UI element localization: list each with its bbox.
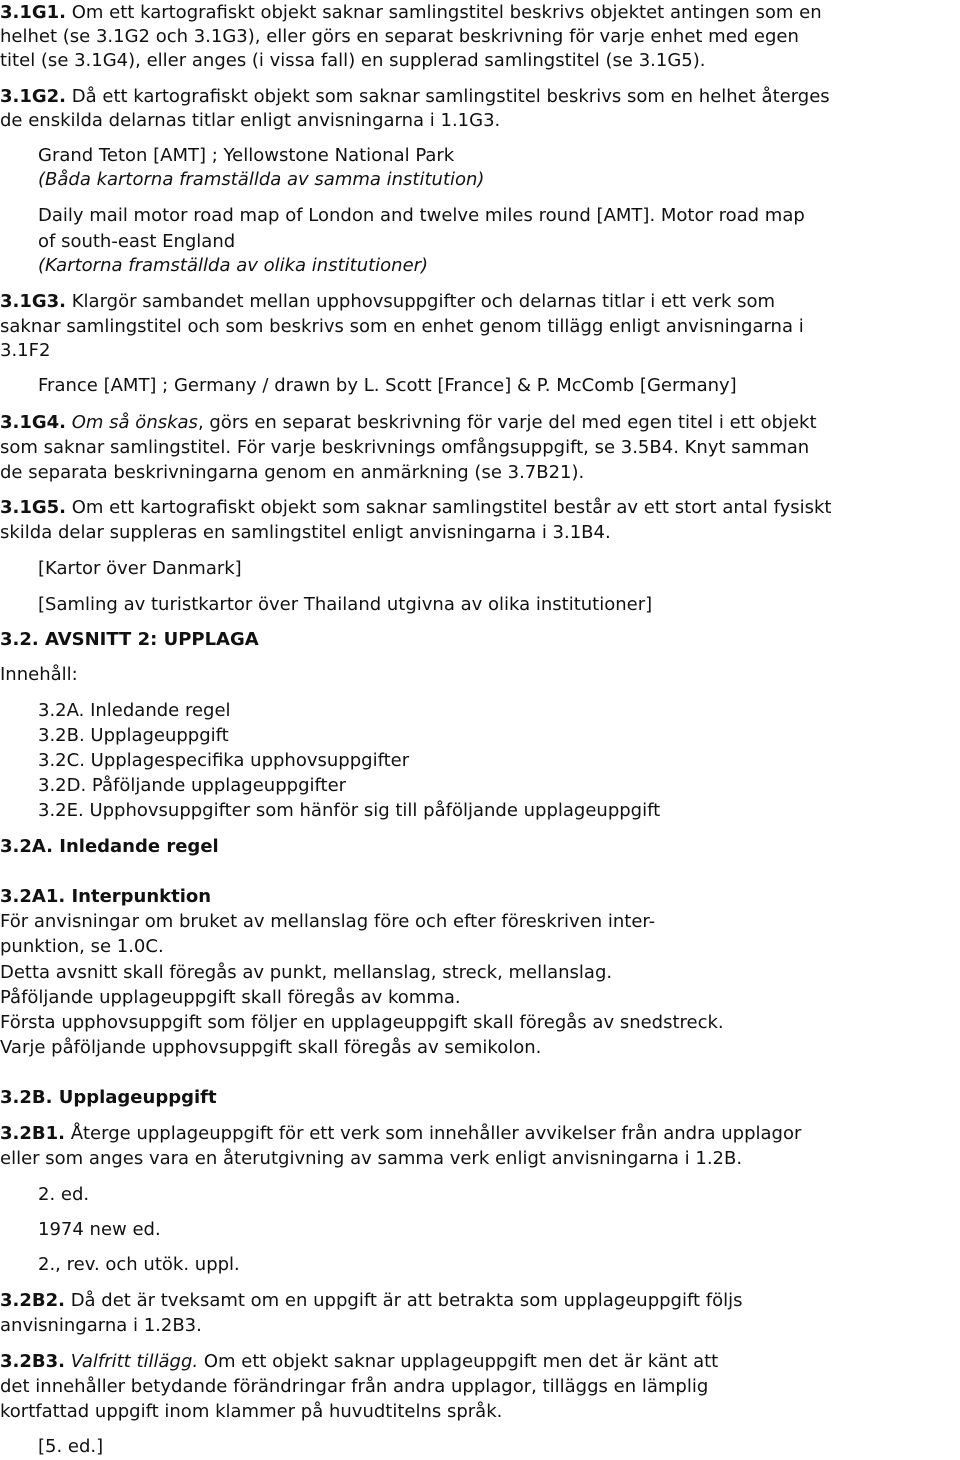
b2-line-2: anvisningarna i 1.2B3. xyxy=(0,1315,202,1336)
b3-example: [5. ed.] xyxy=(38,1436,104,1457)
b2-number: 3.2B2. xyxy=(0,1290,65,1311)
a1-line-5: Första upphovsuppgift som följer en upplageuppgift skall föregås av snedstreck. xyxy=(0,1012,724,1033)
g3-example: France [AMT] ; Germany / drawn by L. Scott [France] & P. McComb [Germany] xyxy=(38,375,737,396)
g1-line-1 xyxy=(0,0,822,25)
b3-line-1 xyxy=(0,1349,718,1374)
a1-line-1: För anvisningar om bruket av mellanslag före och efter föreskriven inter- xyxy=(0,911,656,932)
b1-line-1 xyxy=(0,1121,801,1146)
g2-line-1 xyxy=(0,84,830,109)
b3-line-3: kortfattad uppgift inom klammer på huvudtitelns språk. xyxy=(0,1401,503,1422)
g5-number: 3.1G5. xyxy=(0,497,67,518)
contents-item: 3.2C. Upplagespecifika upphovsuppgifter xyxy=(38,750,410,771)
b2-line-1 xyxy=(0,1288,743,1313)
b1-example: 2., rev. och utök. uppl. xyxy=(38,1254,240,1275)
g2-example-1-note: (Båda kartorna framställda av samma institution) xyxy=(38,169,485,190)
contents-label: Innehåll: xyxy=(0,664,78,685)
g3-line-3: 3.1F2 xyxy=(0,340,51,361)
g2-example-2-note: (Kartorna framställda av olika institutioner) xyxy=(38,255,429,276)
g2-example-2-line-1: Daily mail motor road map of London and twelve miles round [AMT]. Motor road map xyxy=(38,205,805,226)
contents-item: 3.2A. Inledande regel xyxy=(38,700,231,721)
contents-item: 3.2E. Upphovsuppgifter som hänför sig till påföljande upplageuppgift xyxy=(38,800,661,821)
a1-line-6: Varje påföljande upphovsuppgift skall föregås av semikolon. xyxy=(0,1037,542,1058)
a1-line-3: Detta avsnitt skall föregås av punkt, mellanslag, streck, mellanslag. xyxy=(0,962,613,983)
g4-line-3: de separata beskrivningarna genom en anmärkning (se 3.7B21). xyxy=(0,462,585,483)
g1-text-1: Om ett kartografiskt objekt saknar samlingstitel beskrivs objektet antingen som en xyxy=(66,2,822,23)
b2-text-1: Då det är tveksamt om en uppgift är att betrakta som upplageuppgift följs xyxy=(64,1290,743,1311)
g4-italic: Om så önskas xyxy=(66,412,198,433)
b1-example: 1974 new ed. xyxy=(38,1219,161,1240)
g3-line-1 xyxy=(0,289,775,314)
g3-line-2: saknar samlingstitel och som beskrivs som en enhet genom tillägg enligt anvisningarna i xyxy=(0,316,804,337)
g4-line-2: som saknar samlingstitel. För varje beskrivnings omfångsuppgift, se 3.5B4. Knyt samman xyxy=(0,437,810,458)
g5-line-2: skilda delar suppleras en samlingstitel enligt anvisningarna i 3.1B4. xyxy=(0,522,611,543)
g5-line-1 xyxy=(0,495,832,520)
g3-number: 3.1G3. xyxy=(0,291,67,312)
b1-line-2: eller som anges vara en återutgivning av samma verk enligt anvisningarna i 1.2B. xyxy=(0,1148,743,1169)
g1-line-2: helhet (se 3.1G2 och 3.1G3), eller görs en separat beskrivning för varje enhet med egen xyxy=(0,26,799,47)
b1-number: 3.2B1. xyxy=(0,1123,65,1144)
g3-text-1: Klargör sambandet mellan upphovsuppgifter och delarnas titlar i ett verk som xyxy=(66,291,776,312)
b3-number: 3.2B3. xyxy=(0,1351,65,1372)
g4-text-1: , görs en separat beskrivning för varje del med egen titel i ett objekt xyxy=(197,412,817,433)
contents-item: 3.2B. Upplageuppgift xyxy=(38,725,229,746)
g2-example-2-line-2: of south-east England xyxy=(38,231,236,252)
b1-example: 2. ed. xyxy=(38,1184,90,1205)
b-heading: 3.2B. Upplageuppgift xyxy=(0,1087,217,1108)
g2-text-1: Då ett kartografiskt objekt som saknar samlingstitel beskrivs som en helhet återges xyxy=(66,86,830,107)
g2-line-2: de enskilda delarnas titlar enligt anvisningarna i 1.1G3. xyxy=(0,110,501,131)
g2-example-1: Grand Teton [AMT] ; Yellowstone National Park xyxy=(38,145,455,166)
g5-example-2: [Samling av turistkartor över Thailand utgivna av olika institutioner] xyxy=(38,594,653,615)
g1-number: 3.1G1. xyxy=(0,2,67,23)
b3-italic: Valfritt tillägg. xyxy=(64,1351,199,1372)
section-heading: 3.2. AVSNITT 2: UPPLAGA xyxy=(0,629,259,650)
contents-item: 3.2D. Påföljande upplageuppgifter xyxy=(38,775,347,796)
b3-line-2: det innehåller betydande förändringar från andra upplagor, tilläggs en lämplig xyxy=(0,1376,709,1397)
b3-text-1: Om ett objekt saknar upplageuppgift men det är känt att xyxy=(198,1351,719,1372)
g4-number: 3.1G4. xyxy=(0,412,67,433)
a-heading: 3.2A. Inledande regel xyxy=(0,836,219,857)
a1-heading: 3.2A1. Interpunktion xyxy=(0,886,212,907)
g4-line-1 xyxy=(0,410,817,435)
a1-line-4: Påföljande upplageuppgift skall föregås av komma. xyxy=(0,987,461,1008)
a1-line-2: punktion, se 1.0C. xyxy=(0,936,164,957)
g1-line-3: titel (se 3.1G4), eller anges (i vissa fall) en supplerad samlingstitel (se 3.1G5). xyxy=(0,50,706,71)
b1-text-1: Återge upplageuppgift för ett verk som innehåller avvikelser från andra upplagor xyxy=(64,1123,802,1144)
g5-text-1: Om ett kartografiskt objekt som saknar samlingstitel består av ett stort antal fysiskt xyxy=(66,497,832,518)
g2-number: 3.1G2. xyxy=(0,86,67,107)
g5-example-1: [Kartor över Danmark] xyxy=(38,558,242,579)
